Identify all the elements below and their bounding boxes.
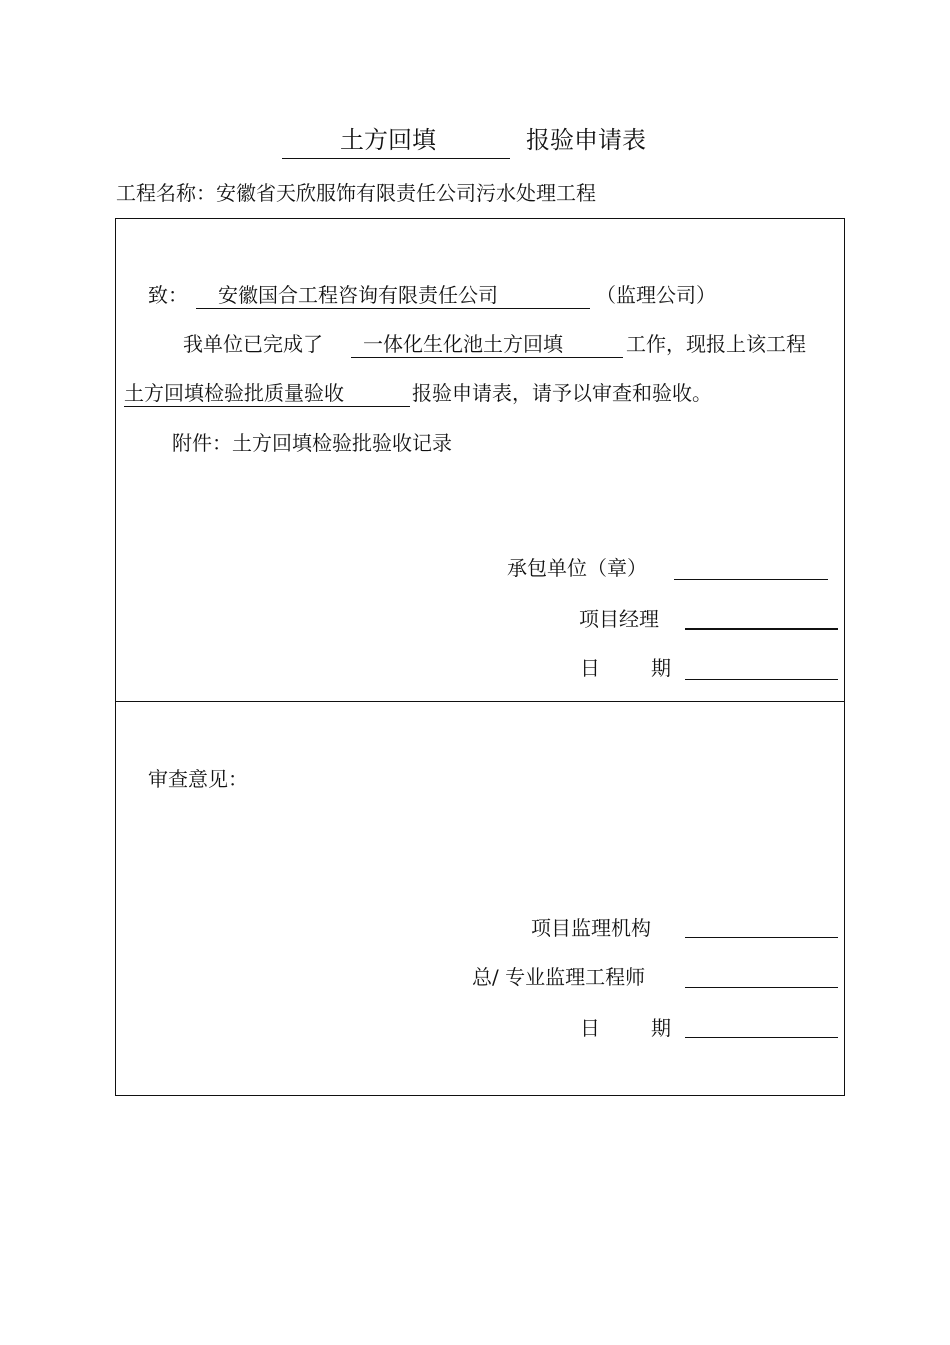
date-line-2	[685, 1037, 838, 1038]
to-company: 安徽国合工程咨询有限责任公司	[218, 283, 498, 307]
inspection-item-field	[124, 378, 410, 407]
contractor-signature-line	[674, 579, 828, 580]
inspection-item: 土方回填检验批质量验收	[124, 381, 344, 405]
body-middle: 工作，现报上该工程	[626, 332, 806, 356]
work-item: 一体化生化池土方回填	[363, 332, 563, 356]
section-divider	[116, 701, 844, 702]
project-label: 工程名称：	[116, 181, 216, 205]
to-label: 致：	[148, 283, 188, 307]
title-suffix: 报验申请表	[526, 126, 646, 154]
pm-signature-line	[685, 628, 838, 630]
to-suffix: （监理公司）	[596, 283, 716, 307]
attachment-label: 附件：	[172, 431, 232, 455]
supervising-engineer-label: 总/ 专业监理工程师	[472, 965, 646, 989]
contractor-label: 承包单位（章）	[507, 556, 647, 580]
to-company-field	[196, 280, 590, 309]
supervising-engineer-line	[685, 987, 838, 988]
form-title	[282, 122, 646, 159]
project-name: 安徽省天欣服饰有限责任公司污水处理工程	[216, 181, 596, 205]
attachment-row	[172, 428, 452, 458]
work-item-field	[351, 329, 623, 358]
supervision-org-line	[685, 937, 838, 938]
date-line-1	[685, 679, 838, 680]
body-suffix: 报验申请表，请予以审查和验收。	[412, 381, 712, 405]
form-table	[115, 218, 845, 1096]
date-label-2-b: 期	[651, 1016, 671, 1040]
project-name-row	[116, 178, 596, 208]
title-subject: 土方回填	[282, 122, 510, 159]
pm-label: 项目经理	[579, 607, 659, 631]
body-prefix: 我单位已完成了	[183, 332, 323, 356]
supervision-org-label: 项目监理机构	[531, 916, 651, 940]
attachment-value: 土方回填检验批验收记录	[232, 431, 452, 455]
date-label-2-a: 日	[580, 1016, 600, 1040]
date-label-1-b: 期	[651, 656, 671, 680]
date-label-1-a: 日	[580, 656, 600, 680]
review-opinion-label: 审查意见：	[148, 767, 248, 791]
